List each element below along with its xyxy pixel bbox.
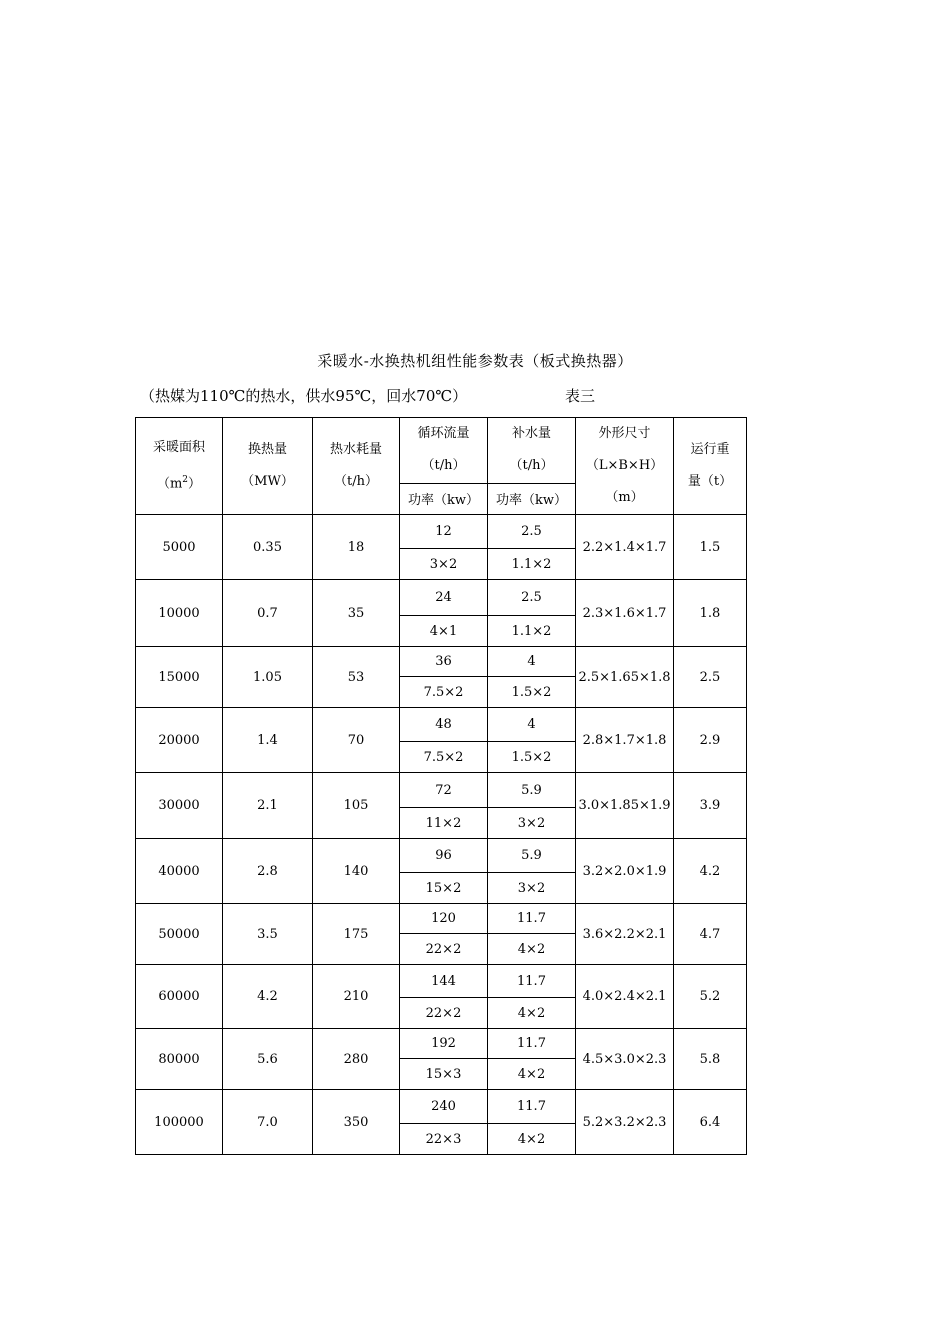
cell-circ-power: 15×2 (400, 873, 488, 904)
cell-makeup-power: 4×2 (488, 934, 576, 965)
cell-area: 5000 (136, 515, 223, 580)
header-hot-water-unit: （t/h） (334, 474, 378, 489)
cell-weight: 2.9 (674, 708, 747, 773)
header-hot-water (313, 418, 400, 515)
parameter-table (135, 417, 747, 1155)
cell-circ-flow: 24 (400, 580, 488, 616)
cell-makeup-flow: 2.5 (488, 580, 576, 616)
header-weight-unit: 量（t） (687, 474, 733, 489)
table-row (136, 904, 747, 934)
header-area (136, 418, 223, 515)
cell-hot-water: 18 (313, 515, 400, 580)
cell-makeup-power: 1.5×2 (488, 742, 576, 773)
cell-makeup-power: 1.1×2 (488, 616, 576, 647)
cell-makeup-power: 3×2 (488, 808, 576, 839)
cell-weight: 1.5 (674, 515, 747, 580)
header-area-label: 采暖面积 (152, 439, 205, 455)
header-weight-label: 运行重 (690, 442, 730, 457)
table-subtitle: （热媒为110℃的热水，供水95℃，回水70℃） (140, 387, 468, 405)
header-circ-power: 功率（kw） (400, 483, 488, 514)
cell-weight: 4.7 (674, 904, 747, 965)
header-dims (576, 418, 674, 515)
cell-weight: 6.4 (674, 1090, 747, 1155)
cell-circ-power: 7.5×2 (400, 677, 488, 708)
cell-makeup-power: 1.1×2 (488, 549, 576, 580)
header-heat (223, 418, 313, 515)
table-row (136, 647, 747, 677)
cell-makeup-power: 1.5×2 (488, 677, 576, 708)
cell-weight: 5.8 (674, 1029, 747, 1090)
table-row (136, 773, 747, 808)
cell-circ-flow: 120 (400, 904, 488, 934)
cell-heat: 5.6 (223, 1029, 313, 1090)
header-dims-formula: （L×B×H） (585, 458, 664, 473)
cell-area: 20000 (136, 708, 223, 773)
cell-circ-power: 15×3 (400, 1059, 488, 1090)
cell-heat: 2.8 (223, 839, 313, 904)
cell-heat: 0.35 (223, 515, 313, 580)
header-hot-water-label: 热水耗量 (329, 442, 382, 457)
cell-dims: 2.2×1.4×1.7 (576, 515, 674, 580)
cell-makeup-flow: 4 (488, 647, 576, 677)
table-row (136, 965, 747, 998)
cell-makeup-power: 4×2 (488, 1124, 576, 1155)
cell-area: 40000 (136, 839, 223, 904)
cell-area: 50000 (136, 904, 223, 965)
cell-circ-flow: 72 (400, 773, 488, 808)
table-number-label: 表三 (565, 387, 596, 405)
cell-weight: 1.8 (674, 580, 747, 647)
cell-hot-water: 280 (313, 1029, 400, 1090)
cell-circ-flow: 240 (400, 1090, 488, 1124)
cell-area: 30000 (136, 773, 223, 839)
cell-area: 80000 (136, 1029, 223, 1090)
cell-hot-water: 175 (313, 904, 400, 965)
cell-makeup-flow: 4 (488, 708, 576, 742)
cell-makeup-flow: 11.7 (488, 1029, 576, 1059)
cell-dims: 3.0×1.85×1.9 (576, 773, 674, 839)
cell-makeup-flow: 2.5 (488, 515, 576, 549)
header-circ (400, 418, 488, 484)
cell-circ-flow: 96 (400, 839, 488, 873)
header-dims-label: 外形尺寸 (598, 426, 651, 441)
cell-makeup-flow: 5.9 (488, 773, 576, 808)
cell-area: 100000 (136, 1090, 223, 1155)
cell-dims: 3.2×2.0×1.9 (576, 839, 674, 904)
cell-circ-power: 7.5×2 (400, 742, 488, 773)
header-area-unit: $(m^2)$ (156, 474, 202, 492)
cell-circ-power: 4×1 (400, 616, 488, 647)
cell-makeup-power: 4×2 (488, 1059, 576, 1090)
cell-dims: 5.2×3.2×2.3 (576, 1090, 674, 1155)
header-makeup-label: 补水量 (511, 426, 551, 442)
cell-hot-water: 140 (313, 839, 400, 904)
cell-heat: 0.7 (223, 580, 313, 647)
cell-dims: 4.5×3.0×2.3 (576, 1029, 674, 1090)
cell-makeup-power: 3×2 (488, 873, 576, 904)
cell-makeup-flow: 11.7 (488, 1090, 576, 1124)
table-row (136, 580, 747, 616)
table-row (136, 708, 747, 742)
cell-area: 60000 (136, 965, 223, 1029)
cell-heat: 2.1 (223, 773, 313, 839)
cell-weight: 2.5 (674, 647, 747, 708)
cell-circ-power: 22×2 (400, 998, 488, 1029)
table-row (136, 1029, 747, 1059)
header-dims-unit: （m） (605, 490, 644, 505)
header-heat-label: 换热量 (247, 442, 287, 457)
cell-circ-flow: 144 (400, 965, 488, 998)
cell-circ-power: 11×2 (400, 808, 488, 839)
cell-weight: 4.2 (674, 839, 747, 904)
cell-hot-water: 70 (313, 708, 400, 773)
header-circ-label: 循环流量 (417, 426, 470, 442)
cell-hot-water: 105 (313, 773, 400, 839)
cell-circ-flow: 48 (400, 708, 488, 742)
cell-heat: 3.5 (223, 904, 313, 965)
header-heat-unit: （MW） (241, 474, 294, 489)
cell-circ-power: 22×2 (400, 934, 488, 965)
cell-weight: 3.9 (674, 773, 747, 839)
table-row (136, 515, 747, 549)
header-makeup-power: 功率（kw） (488, 483, 576, 514)
cell-dims: 4.0×2.4×2.1 (576, 965, 674, 1029)
cell-hot-water: 350 (313, 1090, 400, 1155)
cell-circ-flow: 192 (400, 1029, 488, 1059)
header-circ-unit: （t/h） (421, 458, 466, 474)
cell-hot-water: 35 (313, 580, 400, 647)
cell-makeup-power: 4×2 (488, 998, 576, 1029)
cell-heat: 1.05 (223, 647, 313, 708)
cell-heat: 4.2 (223, 965, 313, 1029)
header-weight (674, 418, 747, 515)
cell-dims: 2.8×1.7×1.8 (576, 708, 674, 773)
cell-circ-power: 22×3 (400, 1124, 488, 1155)
header-makeup-unit: （t/h） (509, 458, 554, 474)
cell-circ-flow: 36 (400, 647, 488, 677)
cell-area: 15000 (136, 647, 223, 708)
cell-dims: 2.3×1.6×1.7 (576, 580, 674, 647)
cell-heat: 1.4 (223, 708, 313, 773)
cell-makeup-flow: 11.7 (488, 904, 576, 934)
cell-makeup-flow: 5.9 (488, 839, 576, 873)
cell-hot-water: 210 (313, 965, 400, 1029)
header-makeup (488, 418, 576, 484)
cell-circ-power: 3×2 (400, 549, 488, 580)
page-title: 采暖水-水换热机组性能参数表（板式换热器） (317, 352, 633, 370)
cell-hot-water: 53 (313, 647, 400, 708)
cell-heat: 7.0 (223, 1090, 313, 1155)
cell-makeup-flow: 11.7 (488, 965, 576, 998)
cell-area: 10000 (136, 580, 223, 647)
cell-dims: 2.5×1.65×1.8 (576, 647, 674, 708)
cell-weight: 5.2 (674, 965, 747, 1029)
table-row (136, 839, 747, 873)
cell-circ-flow: 12 (400, 515, 488, 549)
cell-dims: 3.6×2.2×2.1 (576, 904, 674, 965)
table-row (136, 1090, 747, 1124)
